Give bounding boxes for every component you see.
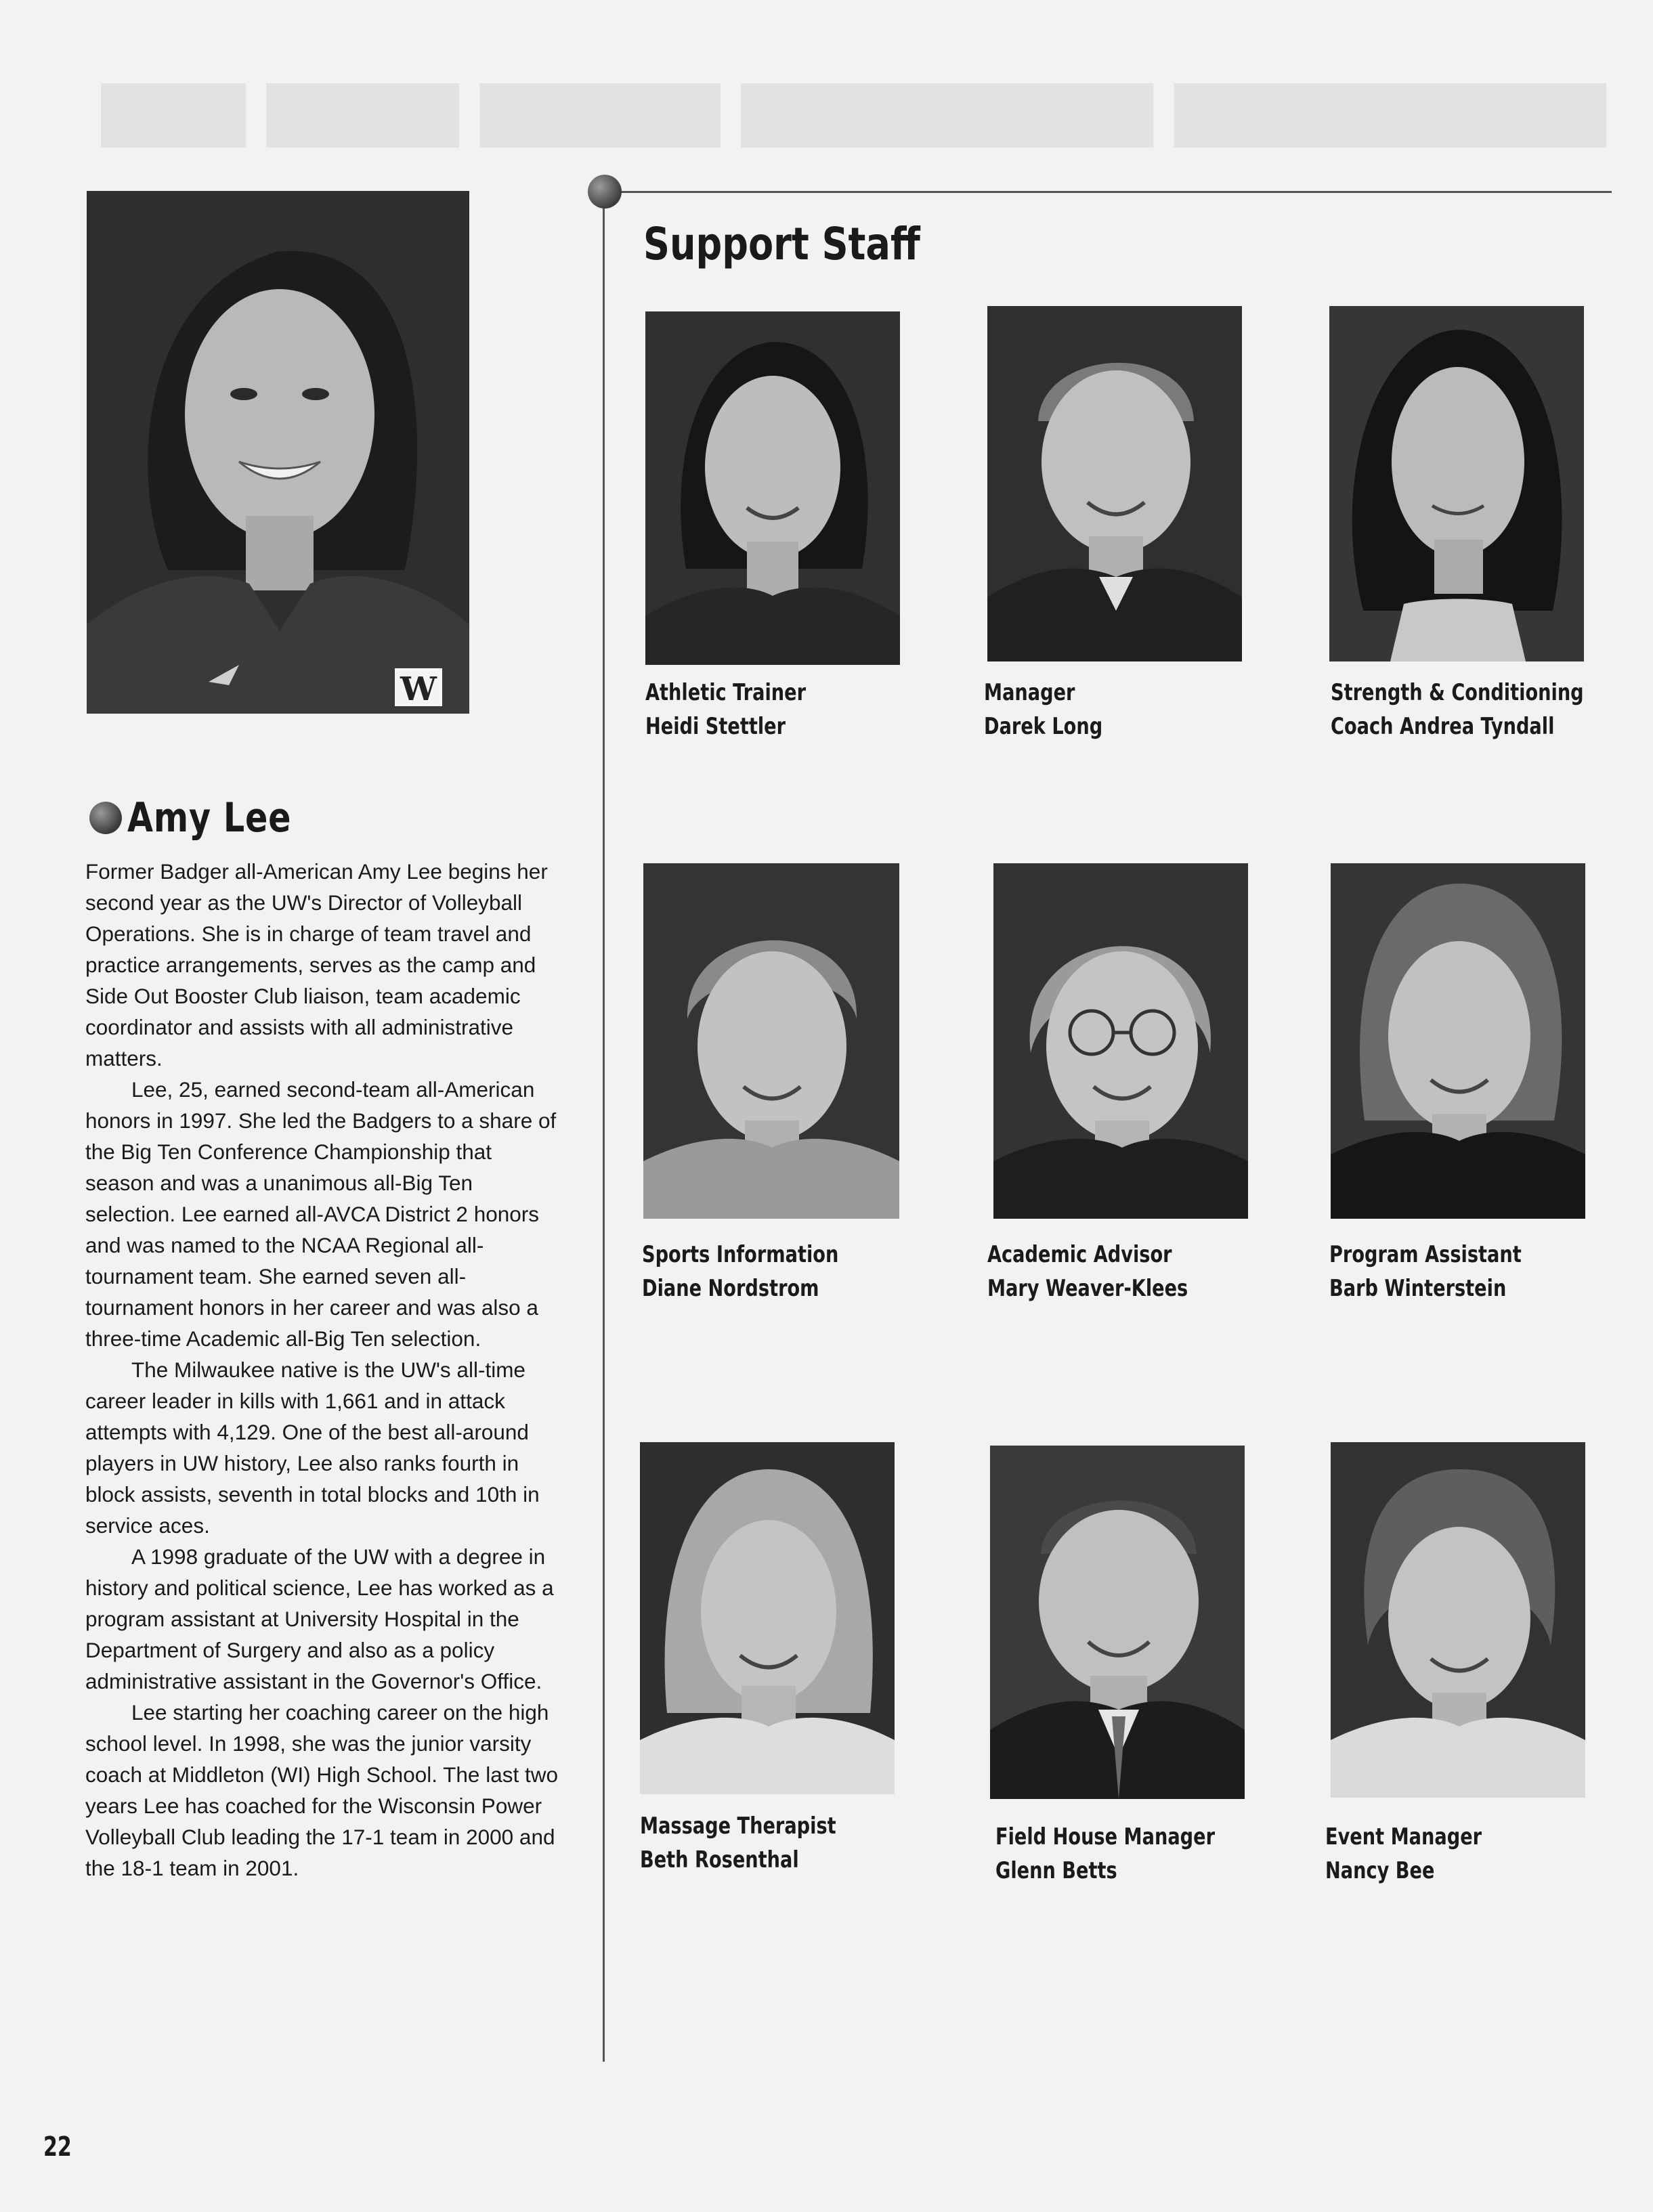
featured-heading: [89, 791, 328, 845]
staff-name: Beth Rosenthal: [640, 1846, 799, 1873]
bio-paragraph: The Milwaukee native is the UW's all-time career leader in kills with 1,661 and in attack attempts with 4,129. One of the best all-around players in UW history, Lee also ranks fourth in block assists, seventh in total blocks and 10th in service aces.: [85, 1358, 540, 1538]
staff-photo-andrea-tyndall: [1329, 306, 1584, 662]
staff-photo-diane-nordstrom: [643, 863, 899, 1219]
staff-caption: [995, 1820, 1215, 1888]
staff-caption: [645, 676, 806, 743]
staff-caption: [1329, 1238, 1522, 1305]
staff-caption: [1325, 1820, 1482, 1888]
featured-bio: [85, 856, 559, 1884]
bio-paragraph: Former Badger all-American Amy Lee begins her second year as the UW's Director of Volleyball Operations. She is in charge of team travel and practice arrangements, serves as the camp and Side Out Booster Club liaison, team academic coordinator and assists with all administrative matters.: [85, 859, 548, 1070]
staff-name: Mary Weaver-Klees: [987, 1275, 1188, 1302]
staff-photo-glenn-betts: [990, 1446, 1245, 1799]
staff-caption: [984, 676, 1102, 743]
staff-caption: [642, 1238, 838, 1305]
section-divider-horizontal: [603, 191, 1612, 193]
page-number: 22: [43, 2131, 72, 2163]
bullet-icon: [89, 802, 122, 834]
section-divider-vertical: [603, 193, 605, 2062]
staff-photo-mary-weaver-klees: [993, 863, 1248, 1219]
bio-paragraph: Lee, 25, earned second-team all-American honors in 1997. She led the Badgers to a share of the Big Ten Conference Championship that season and was a unanimous all-Big Ten selection. Lee earned all-AVCA District 2 honors and was named to the NCAA Regional all-tournament team. She earned seven all-tournament honors in her career and was also a three-time Academic all-Big Ten selection.: [85, 1077, 557, 1351]
featured-name: Amy Lee: [127, 794, 292, 842]
staff-role: Athletic Trainer: [645, 679, 806, 706]
staff-name: Coach Andrea Tyndall: [1331, 713, 1555, 740]
staff-role: Massage Therapist: [640, 1813, 836, 1840]
staff-name: Barb Winterstein: [1329, 1275, 1507, 1302]
staff-photo-nancy-bee: [1331, 1442, 1585, 1798]
bleed-through-right: ▇▇▇▇▇▇▇▇▇ ▇▇▇▇▇▇▇: [817, 74, 1606, 147]
staff-name: Darek Long: [984, 713, 1103, 740]
staff-role: Sports Information: [642, 1241, 839, 1268]
staff-role: Field House Manager: [995, 1823, 1216, 1850]
bleed-through-header: [0, 74, 1653, 156]
staff-role: Academic Advisor: [987, 1241, 1172, 1268]
staff-role: Event Manager: [1325, 1823, 1482, 1850]
bio-paragraph: A 1998 graduate of the UW with a degree in history and political science, Lee has worked as a program assistant at University Hospital in the Department of Surgery and also as a policy administrative assistant in the Governor's Office.: [85, 1544, 554, 1693]
staff-name: Glenn Betts: [995, 1857, 1117, 1884]
staff-photo-heidi-stettler: [645, 311, 900, 665]
staff-role: Manager: [984, 679, 1075, 706]
bleed-through-left: ▇▇▇ ▇▇▇▇ ▇▇▇▇▇ ▇▇▇▇▇: [102, 74, 981, 147]
staff-caption: [1331, 676, 1584, 743]
staff-caption: [640, 1809, 836, 1877]
staff-name: Diane Nordstrom: [642, 1275, 819, 1302]
staff-role: Strength & Conditioning: [1331, 679, 1584, 706]
staff-name: Heidi Stettler: [645, 713, 786, 740]
amy-lee-photo: [87, 191, 469, 714]
staff-caption: [987, 1238, 1188, 1305]
section-bullet-icon: [588, 175, 622, 209]
section-title: Support Staff: [643, 218, 920, 270]
bio-paragraph: Lee starting her coaching career on the high school level. In 1998, she was the junior varsity coach at Middleton (WI) High School. The last two years Lee has coached for the Wisconsin Power Volleyball Club leading the 17-1 team in 2000 and the 18-1 team in 2001.: [85, 1700, 558, 1880]
staff-role: Program Assistant: [1329, 1241, 1522, 1268]
svg-text:W: W: [400, 670, 437, 708]
staff-photo-barb-winterstein: [1331, 863, 1585, 1219]
staff-photo-darek-long: [987, 306, 1242, 662]
staff-name: Nancy Bee: [1325, 1857, 1435, 1884]
staff-photo-beth-rosenthal: [640, 1442, 895, 1794]
